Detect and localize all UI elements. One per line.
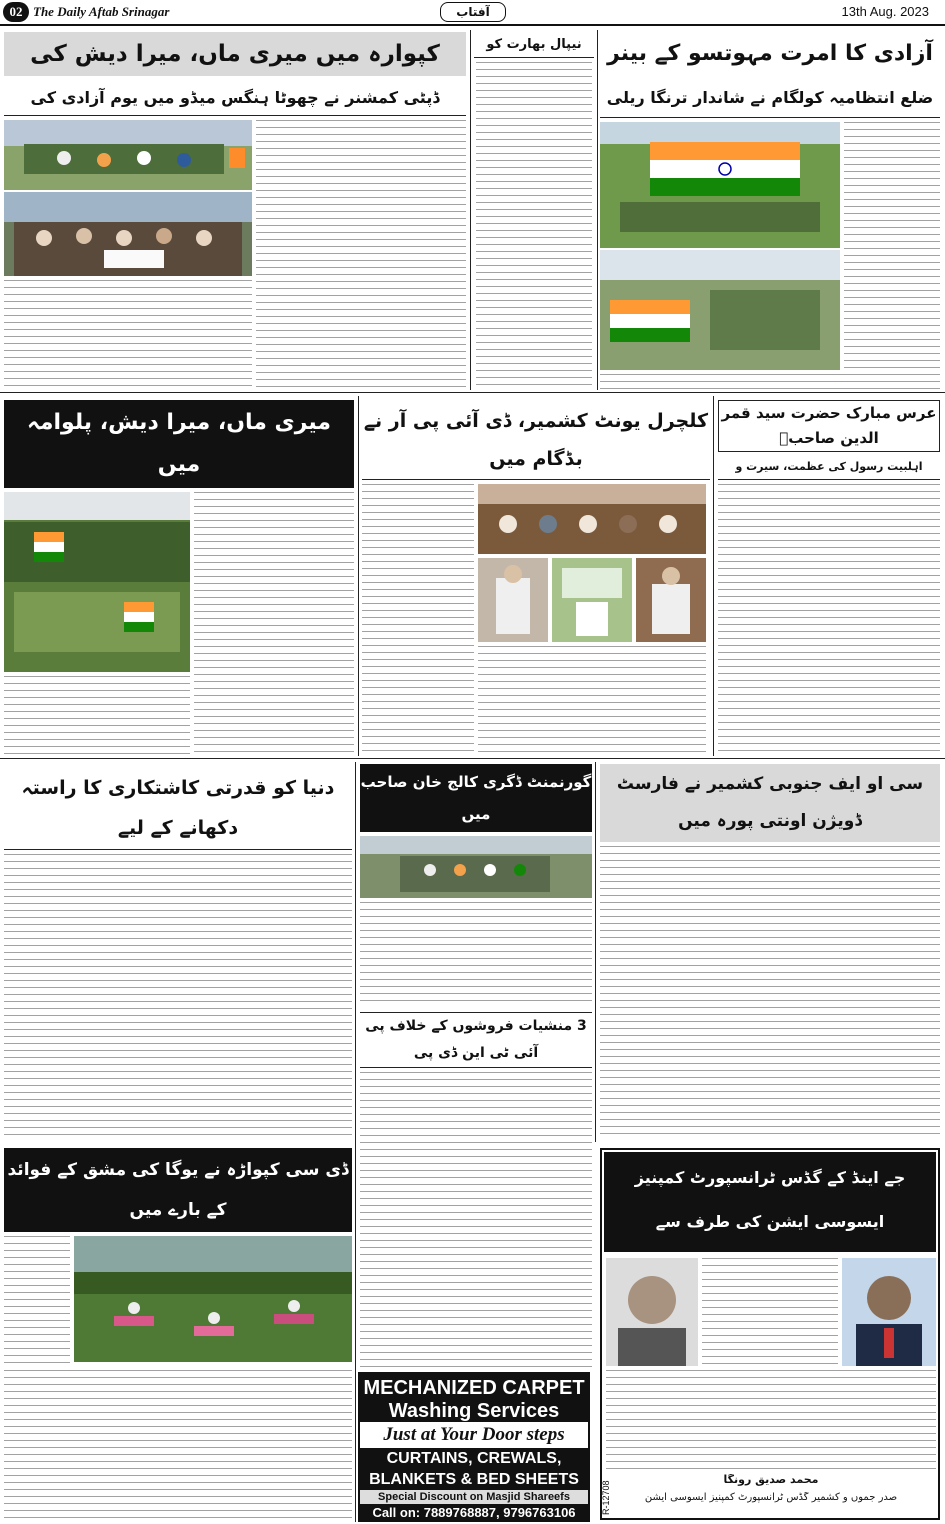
narcotics-headline-line2 <box>360 1067 592 1068</box>
transport-headline-line1: جے اینڈ کے گڈس ٹرانسپورٹ کمپنیز ایسوسی ایشن کی طرف سے <box>634 1168 906 1231</box>
cultural-body-1 <box>362 484 474 754</box>
transport-designation <box>606 1492 936 1514</box>
cf-headline-line2 <box>600 840 940 842</box>
gdc-photo <box>360 836 592 898</box>
pulwama-body-1 <box>194 492 354 754</box>
kupwara-headline-text: کپوارہ میں میری ماں، میرا دیش کی <box>30 41 440 67</box>
transport-body-mid <box>702 1258 838 1366</box>
transport-headline-line2 <box>604 1244 936 1252</box>
azadi-subhead-text: ضلع انتظامیہ کولگام نے شاندار ترنگا ریلی <box>606 88 934 107</box>
natural-farming-headline-line1: دنیا کو قدرتی کاشتکاری کا راستہ دکھانے کے لیے <box>21 777 335 839</box>
carpet-ad <box>358 1372 590 1522</box>
gdc-headline-line2 <box>360 830 592 832</box>
kupwara-subhead <box>4 80 466 116</box>
natural-farming-headline <box>4 766 352 850</box>
nepal-headline <box>474 32 594 58</box>
cf-headline <box>600 764 940 842</box>
ad-line-3: Just at Your Door steps <box>383 1424 565 1445</box>
transport-body <box>606 1370 936 1470</box>
cultural-body-2 <box>478 646 706 754</box>
ad-line-1: MECHANIZED CARPET <box>360 1374 588 1400</box>
kupwara-body-1 <box>256 120 466 390</box>
pulwama-headline <box>4 400 354 488</box>
urs-headline-line2 <box>719 451 939 452</box>
narcotics-body <box>360 1072 592 1368</box>
pulwama-body-2 <box>4 676 190 754</box>
yoga-headline-line1: ڈی سی کپواڑہ نے یوگا کی مشق کے فوائد کے بارے میں <box>7 1160 349 1220</box>
ad-line-6: Special Discount on Masjid Shareefs <box>360 1490 588 1504</box>
pulwama-headline-line2 <box>4 486 354 488</box>
ad-line-2: Washing Services <box>360 1400 588 1422</box>
transport-signature-text: محمد صدیق رونگا <box>723 1474 819 1486</box>
urs-subhead-text: اہلبیت رسول کی عظمت، سیرت و <box>735 460 923 473</box>
masthead-logo: آفتاب <box>440 2 506 22</box>
kupwara-headline <box>4 32 466 76</box>
cultural-photo-4 <box>636 558 706 642</box>
azadi-photo-flag-1 <box>600 122 840 248</box>
yoga-headline <box>4 1148 352 1232</box>
azadi-photo-flag-2 <box>600 250 840 370</box>
transport-signature <box>606 1474 936 1490</box>
urs-body <box>718 484 940 754</box>
narcotics-headline-line1: 3 منشیات فروشوں کے خلاف پی آئی ٹی این ڈی پی <box>365 1018 587 1061</box>
cultural-headline-line2 <box>362 478 710 480</box>
cultural-headline-line1: کلچرل یونٹ کشمیر، ڈی آئی پی آر نے بڈگام میں <box>363 410 709 470</box>
yoga-body-side <box>4 1236 70 1366</box>
transport-photo-left <box>606 1258 698 1366</box>
yoga-headline-line2 <box>4 1230 352 1232</box>
paper-name: The Daily Aftab Srinagar <box>33 4 170 19</box>
page-number: 02 <box>3 2 29 22</box>
cultural-photo-2 <box>478 558 548 642</box>
nepal-headline-text: نیپال بھارت کو <box>486 37 582 52</box>
gdc-headline <box>360 764 592 832</box>
cf-body <box>600 846 940 1138</box>
narcotics-headline <box>360 1012 592 1068</box>
azadi-body-bottom <box>600 374 940 390</box>
urs-headline <box>718 400 940 452</box>
gdc-body <box>360 902 592 1006</box>
ad-line-5: BLANKETS & BED SHEETS <box>360 1469 588 1490</box>
cultural-headline <box>362 400 710 480</box>
natural-farming-body <box>4 854 352 1138</box>
cultural-photo-1 <box>478 484 706 554</box>
transport-ad-code <box>601 1455 615 1515</box>
kupwara-body-2 <box>4 280 252 390</box>
transport-photo-right <box>842 1258 936 1366</box>
azadi-headline-text: آزادی کا امرت مہوتسو کے بینر <box>607 41 933 66</box>
pulwama-headline-line1: میری ماں، میرا دیش، پلوامہ میں <box>26 410 332 477</box>
kupwara-photo-2 <box>4 192 252 276</box>
kupwara-subhead-text: ڈپٹی کمشنر نے چھوٹا ہنگس میڈو میں یوم آزادی کی <box>30 88 440 107</box>
natural-farming-headline-line2 <box>4 848 352 850</box>
kupwara-photo-1 <box>4 120 252 190</box>
gdc-headline-line1: گورنمنٹ ڈگری کالج خان صاحب میں <box>360 773 592 823</box>
transport-designation-text: صدر جموں و کشمیر گڈس ٹرانسپورٹ کمپنیز ایسوسی ایشن <box>644 1492 898 1503</box>
azadi-subhead <box>600 78 940 118</box>
azadi-headline <box>600 32 940 76</box>
cf-headline-line1: سی او ایف جنوبی کشمیر نے فارسٹ ڈویژن اونتی پورہ میں <box>616 774 924 831</box>
issue-date: 13th Aug. 2023 <box>841 4 929 19</box>
azadi-body-side <box>844 122 940 372</box>
cultural-photo-3 <box>552 558 632 642</box>
yoga-photo <box>74 1236 352 1362</box>
nepal-body <box>476 62 592 386</box>
page-header <box>0 0 945 26</box>
pulwama-photo <box>4 492 190 672</box>
yoga-body <box>4 1370 352 1520</box>
ad-line-7: Call on: 7889768887, 9796763106 <box>360 1504 588 1522</box>
transport-headline <box>604 1152 936 1252</box>
urs-headline-line1: عرس مبارک حضرت سید قمر الدین صاحبؒ <box>721 404 937 447</box>
urs-subhead <box>718 454 940 480</box>
transport-ad-code-text: R-12708 <box>601 1480 611 1515</box>
ad-line-4: CURTAINS, CREWALS, <box>360 1448 588 1469</box>
